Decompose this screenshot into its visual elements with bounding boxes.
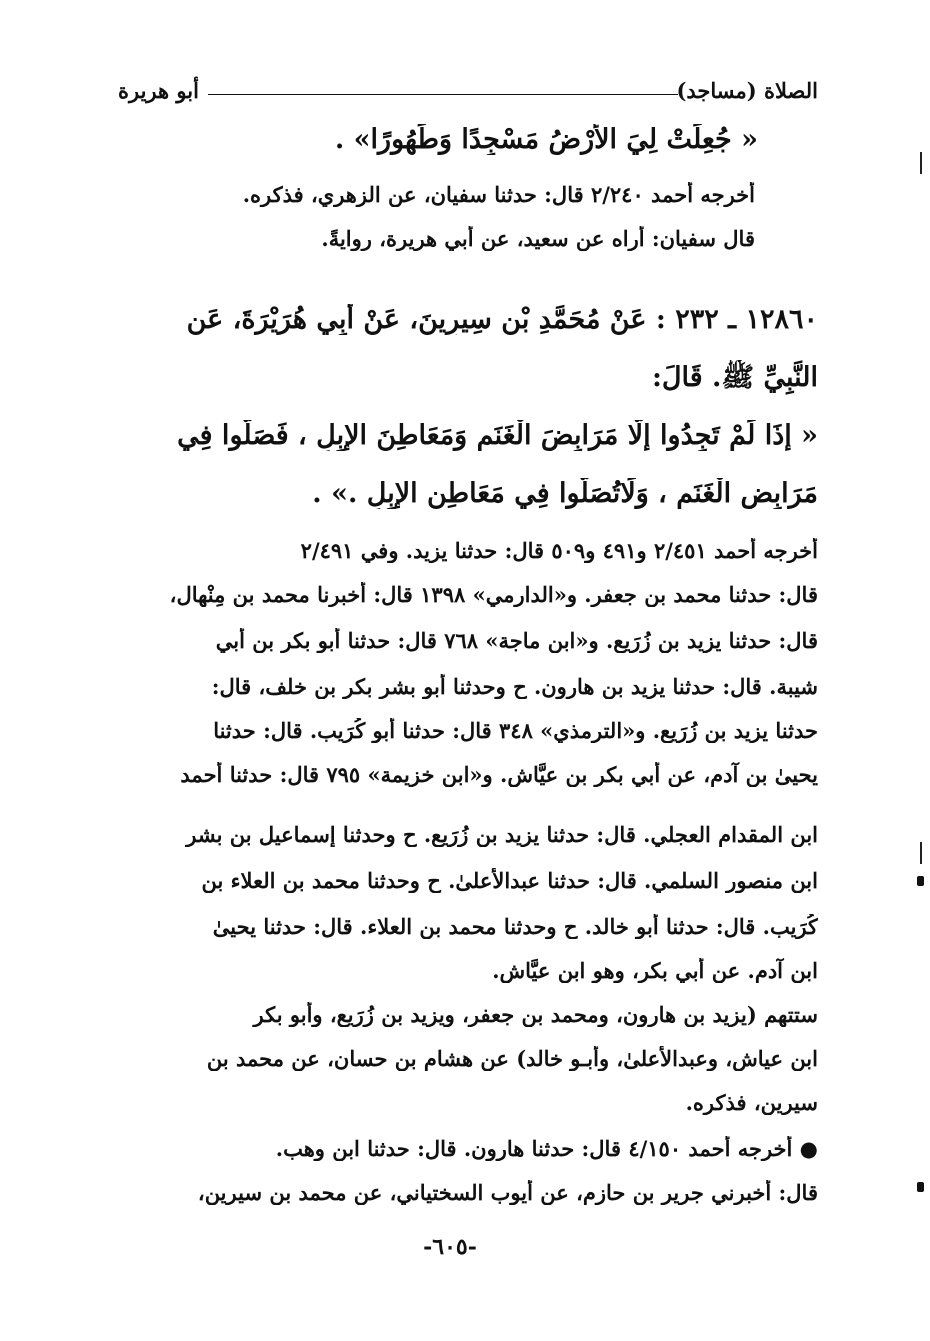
narrator-title: أبو هريرة [118,78,199,103]
margin-tick-mark [920,152,922,174]
takhrij-line: ستتهم (يزيد بن هارون، ومحمد بن جعفر، ويزيد بن زُرَيع، وأبو بكر [253,1002,818,1027]
hadith-heading-line: ١٢٨٦٠ ـ ٢٣٢ : عَنْ مُحَمَّدِ بْنِ سِيرِينَ، عَنْ أَبِي هُرَيْرَةَ، عَنِ [186,304,818,335]
takhrij-line: حدثنا يزيد بن زُرَيع. و«الترمذي» ٣٤٨ قال: حدثنا أبو كُرَيب. قال: حدثنا [213,718,818,743]
takhrij-line: قال: أخبرني جرير بن حازم، عن أيوب السختياني، عن محمد بن سيرين، [197,1180,818,1205]
margin-tick-mark [920,842,922,864]
margin-binding-mark [917,1182,924,1192]
hadith-heading-line: النَّبِيِّ ﷺ. قَالَ: [651,362,818,393]
hadith-text-line: مَرَابِضِ الْغَنَمِ ، وَلَاتُصَلُّوا فِي مَعَاطِنِ الإِبِلِ .» . [312,478,818,509]
hadith-text-line: « جُعِلَتْ لِيَ الأَرْضُ مَسْجِدًا وَطَهُورًا» . [334,124,758,155]
takhrij-line: قال: حدثنا يزيد بن زُرَيع. و«ابن ماجة» ٧٦٨ قال: حدثنا أبو بكر بن أبي [215,628,818,653]
page-number: -٦٠٥- [423,1234,477,1260]
takhrij-line: قال: حدثنا محمد بن جعفر. و«الدارمي» ١٣٩٨ قال: أخبرنا محمد بن مِنْهال، [169,582,818,607]
takhrij-line: سيرين، فذكره. [685,1090,818,1115]
chapter-title: الصلاة (مساجد) [676,78,818,103]
takhrij-line: أخرجه أحمد ٢/٢٤٠ قال: حدثنا سفيان، عن الزهري، فذكره. [242,182,755,207]
takhrij-line: قال سفيان: أُراه عن سعيد، عن أبي هريرة، روايةً. [321,226,755,251]
hadith-text-line: « إِذَا لَمْ تَجِدُوا إِلَّا مَرَابِضَ الْغَنَمِ وَمَعَاطِنَ الإِبِلِ ، فَصَلُّوا فِي [177,420,818,451]
takhrij-line: ابن المقدام العجلي. قال: حدثنا يزيد بن زُرَيع. ح وحدثنا إسماعيل بن بشر [186,822,818,847]
margin-binding-mark [917,876,924,886]
takhrij-line: ابن آدم. عن أبي بكر، وهو ابن عيَّاش. [492,958,818,983]
takhrij-line: ابن منصور السلمي. قال: حدثنا عبدالأعلىٰ. ح وحدثنا محمد بن العلاء بن [201,868,818,893]
running-header [118,76,818,110]
takhrij-line: شيبة. قال: حدثنا يزيد بن هارون. ح وحدثنا أبو بشر بكر بن خلف، قال: [211,674,818,699]
takhrij-line: أخرجه أحمد ٢/٤٥١ و٤٩١ و٥٠٩ قال: حدثنا يزيد. وفي ٢/٤٩١ [300,538,818,563]
takhrij-line: ابن عياش، وعبدالأعلىٰ، وأبـو خالد) عن هشام بن حسان، عن محمد بن [206,1046,818,1071]
takhrij-line: كُرَيب. قال: حدثنا أبو خالد. ح وحدثنا محمد بن العلاء. قال: حدثنا يحيىٰ [212,914,818,939]
takhrij-line: ● أخرجه أحمد ٤/١٥٠ قال: حدثنا هارون. قال: حدثنا ابن وهب. [275,1136,818,1161]
takhrij-line: يحيىٰ بن آدم، عن أبي بكر بن عيَّاش. و«ابن خزيمة» ٧٩٥ قال: حدثنا أحمد [180,762,818,787]
header-rule [208,94,678,95]
